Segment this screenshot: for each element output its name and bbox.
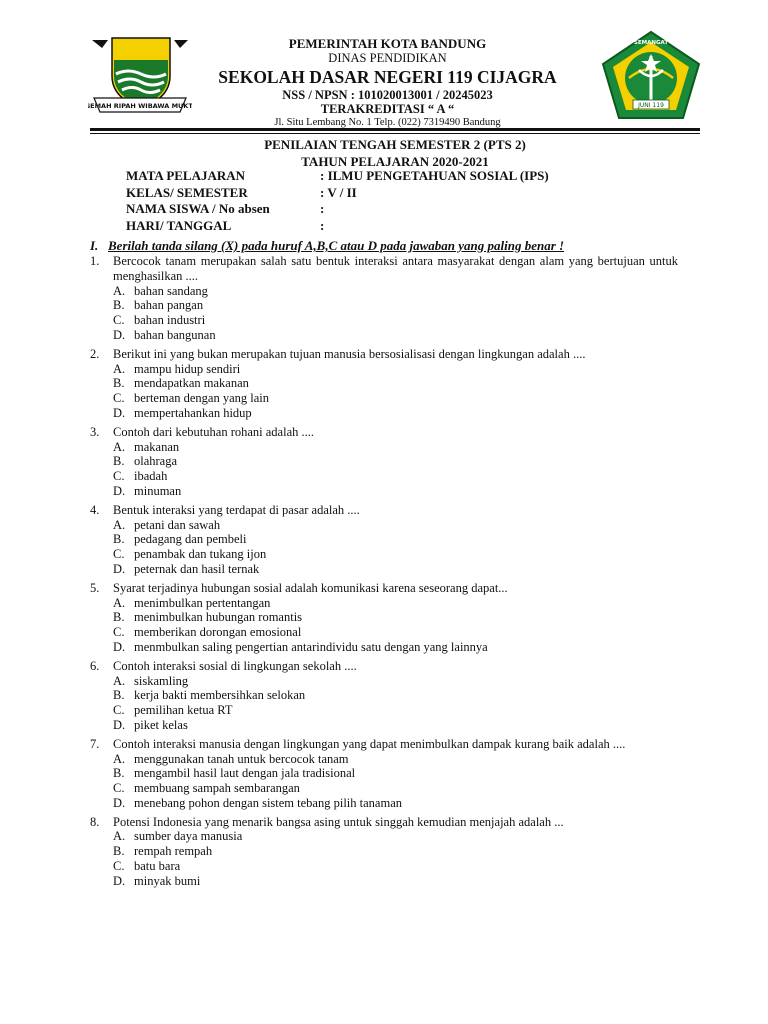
option-letter: A.	[113, 829, 126, 844]
section-instruction	[90, 238, 564, 254]
answer-option[interactable]	[113, 610, 678, 625]
school-nss: NSS / NPSN : 101020013001 / 20245023	[282, 87, 493, 102]
option-text: menebang pohon dengan sistem tebang pilih tanaman	[134, 795, 402, 810]
answer-option[interactable]	[113, 796, 678, 811]
option-text: siskamling	[134, 673, 189, 688]
option-letter: B.	[113, 532, 125, 547]
exam-info-value: :	[320, 201, 325, 216]
answer-option[interactable]	[113, 688, 678, 703]
question-number: 7.	[90, 736, 100, 751]
option-letter: B.	[113, 298, 125, 313]
option-text: sumber daya manusia	[134, 829, 243, 844]
exam-info	[126, 168, 549, 234]
option-text: minyak bumi	[134, 873, 201, 888]
option-text: petani dan sawah	[134, 517, 221, 532]
option-letter: A.	[113, 517, 126, 532]
option-text: peternak dan hasil ternak	[134, 561, 260, 576]
option-text: ibadah	[134, 469, 168, 484]
option-letter: C.	[113, 547, 125, 562]
question-number: 1.	[90, 254, 100, 268]
option-text: mengambil hasil laut dengan jala tradisional	[134, 766, 356, 781]
option-letter: D.	[113, 873, 126, 888]
answer-option[interactable]	[113, 454, 678, 469]
answer-option[interactable]	[113, 718, 678, 733]
question-text: Berikut ini yang bukan merupakan tujuan manusia bersosialisasi dengan lingkungan adalah ....	[113, 346, 586, 361]
question-text: Potensi Indonesia yang menarik bangsa asing untuk singgah kemudian menjajah adalah ...	[113, 814, 564, 829]
answer-option[interactable]	[113, 596, 678, 611]
question-item	[90, 503, 678, 577]
option-letter: B.	[113, 766, 125, 781]
option-letter: C.	[113, 703, 125, 718]
question-number: 3.	[90, 424, 100, 439]
question-item	[90, 737, 678, 811]
exam-info-label: MATA PELAJARAN	[126, 168, 246, 183]
option-letter: D.	[113, 483, 126, 498]
exam-info-label: HARI/ TANGGAL	[126, 217, 232, 233]
option-letter: D.	[113, 795, 126, 810]
answer-option[interactable]	[113, 391, 678, 406]
option-text: minuman	[134, 483, 182, 498]
option-text: menggunakan tanah untuk bercocok tanam	[134, 751, 349, 766]
option-letter: C.	[113, 313, 125, 328]
answer-option[interactable]	[113, 829, 678, 844]
question-number: 6.	[90, 658, 100, 673]
question-text: Contoh dari kebutuhan rohani adalah ....	[113, 424, 314, 439]
answer-option[interactable]	[113, 640, 678, 655]
option-letter: D.	[113, 717, 126, 732]
exam-info-row	[126, 185, 549, 202]
option-text: rempah rempah	[134, 844, 213, 859]
emblem-banner-text: SEMANGAT	[633, 40, 669, 46]
option-letter: B.	[113, 454, 125, 469]
option-text: piket kelas	[134, 717, 188, 732]
option-text: olahraga	[134, 454, 178, 469]
option-letter: B.	[113, 844, 125, 859]
answer-option[interactable]	[113, 844, 678, 859]
option-letter: A.	[113, 361, 126, 376]
answer-option[interactable]	[113, 376, 678, 391]
header-divider-thin	[90, 133, 700, 134]
option-letter: C.	[113, 391, 125, 406]
letterhead	[180, 36, 595, 130]
question-item	[90, 254, 678, 343]
question-number: 4.	[90, 502, 100, 517]
exam-info-value: : V / II	[320, 184, 357, 200]
question-text: Bercocok tanam merupakan salah satu bentuk interaksi antara masyarakat dengan alam yang bertujuan untuk menghasilkan ....	[113, 254, 678, 283]
answer-option[interactable]	[113, 328, 678, 343]
answer-option[interactable]	[113, 562, 678, 577]
exam-info-row	[126, 218, 549, 235]
exam-info-label: KELAS/ SEMESTER	[126, 184, 248, 200]
option-text: batu bara	[134, 859, 181, 874]
answer-option[interactable]	[113, 284, 678, 299]
option-letter: D.	[113, 327, 126, 342]
school-address: Jl. Situ Lembang No. 1 Telp. (022) 7319490 Bandung	[274, 117, 501, 129]
answer-option[interactable]	[113, 859, 678, 874]
option-text: membuang sampah sembarangan	[134, 781, 300, 796]
answer-option[interactable]	[113, 440, 678, 455]
option-text: bahan bangunan	[134, 327, 216, 342]
section-number: I.	[90, 238, 99, 253]
option-text: kerja bakti membersihkan selokan	[134, 688, 306, 703]
option-text: mampu hidup sendiri	[134, 361, 241, 376]
option-letter: A.	[113, 595, 126, 610]
question-list	[90, 254, 678, 893]
option-letter: A.	[113, 673, 126, 688]
option-letter: C.	[113, 469, 125, 484]
question-text: Contoh interaksi manusia dengan lingkungan yang dapat menimbulkan dampak kurang baik adalah ....	[113, 736, 626, 751]
option-text: bahan industri	[134, 313, 206, 328]
answer-option[interactable]	[113, 406, 678, 421]
option-text: bahan sandang	[134, 283, 208, 298]
answer-option[interactable]	[113, 766, 678, 781]
school-accreditation: TERAKREDITASI “ A “	[320, 102, 455, 117]
option-letter: B.	[113, 376, 125, 391]
answer-option[interactable]	[113, 674, 678, 689]
option-text: menmbulkan saling pengertian antarindividu satu dengan yang lainnya	[134, 639, 488, 654]
school-name: SEKOLAH DASAR NEGERI 119 CIJAGRA	[218, 67, 557, 88]
option-text: mendapatkan makanan	[134, 376, 249, 391]
option-text: memberikan dorongan emosional	[134, 625, 302, 640]
question-text: Contoh interaksi sosial di lingkungan sekolah ....	[113, 658, 357, 673]
option-text: menimbulkan hubungan romantis	[134, 610, 303, 625]
question-number: 5.	[90, 580, 100, 595]
answer-option[interactable]	[113, 469, 678, 484]
option-text: mempertahankan hidup	[134, 405, 252, 420]
answer-option[interactable]	[113, 518, 678, 533]
answer-option[interactable]	[113, 547, 678, 562]
answer-option[interactable]	[113, 752, 678, 767]
option-text: bahan pangan	[134, 298, 204, 313]
question-number: 2.	[90, 346, 100, 361]
bandung-city-emblem	[88, 36, 192, 120]
question-item	[90, 425, 678, 499]
option-letter: A.	[113, 751, 126, 766]
option-letter: D.	[113, 561, 126, 576]
emblem-year-text: JUNI 119	[638, 102, 664, 109]
header-divider-thick	[90, 128, 700, 131]
exam-year: TAHUN PELAJARAN 2020-2021	[301, 154, 489, 169]
exam-info-label: NAMA SISWA / No absen	[126, 201, 270, 216]
emblem-motto: GEMAH RIPAH WIBAWA MUKTI	[88, 102, 192, 110]
option-letter: C.	[113, 625, 125, 640]
question-item	[90, 659, 678, 733]
option-letter: B.	[113, 688, 125, 703]
government-name: PEMERINTAH KOTA BANDUNG	[288, 36, 487, 51]
option-text: pemilihan ketua RT	[134, 703, 233, 718]
answer-option[interactable]	[113, 625, 678, 640]
option-letter: C.	[113, 859, 125, 874]
answer-option[interactable]	[113, 874, 678, 889]
option-letter: B.	[113, 610, 125, 625]
answer-option[interactable]	[113, 532, 678, 547]
option-letter: D.	[113, 405, 126, 420]
question-text: Bentuk interaksi yang terdapat di pasar adalah ....	[113, 502, 360, 517]
question-text: Syarat terjadinya hubungan sosial adalah komunikasi karena seseorang dapat...	[113, 580, 508, 595]
exam-title: PENILAIAN TENGAH SEMESTER 2 (PTS 2)	[264, 137, 526, 152]
question-item	[90, 581, 678, 655]
option-text: pedagang dan pembeli	[134, 532, 247, 547]
school-emblem	[599, 30, 703, 122]
option-letter: C.	[113, 781, 125, 796]
question-item	[90, 815, 678, 889]
answer-option[interactable]	[113, 313, 678, 328]
answer-option[interactable]	[113, 362, 678, 377]
answer-option[interactable]	[113, 781, 678, 796]
answer-option[interactable]	[113, 484, 678, 499]
section-instruction-text: Berilah tanda silang (X) pada huruf A,B,C atau D pada jawaban yang paling benar !	[108, 238, 565, 253]
question-item	[90, 347, 678, 421]
exam-info-row	[126, 201, 549, 218]
answer-option[interactable]	[113, 298, 678, 313]
option-letter: D.	[113, 639, 126, 654]
department-name: DINAS PENDIDIKAN	[328, 51, 447, 66]
option-letter: A.	[113, 283, 126, 298]
option-text: menimbulkan pertentangan	[134, 595, 271, 610]
option-text: berteman dengan yang lain	[134, 391, 270, 406]
question-number: 8.	[90, 814, 100, 829]
exam-info-row	[126, 168, 549, 185]
exam-info-value: :	[320, 217, 325, 233]
option-text: makanan	[134, 439, 180, 454]
option-text: penambak dan tukang ijon	[134, 547, 267, 562]
exam-info-value: : ILMU PENGETAHUAN SOSIAL (IPS)	[320, 168, 549, 183]
answer-option[interactable]	[113, 703, 678, 718]
option-letter: A.	[113, 439, 126, 454]
exam-title-block	[90, 136, 700, 170]
